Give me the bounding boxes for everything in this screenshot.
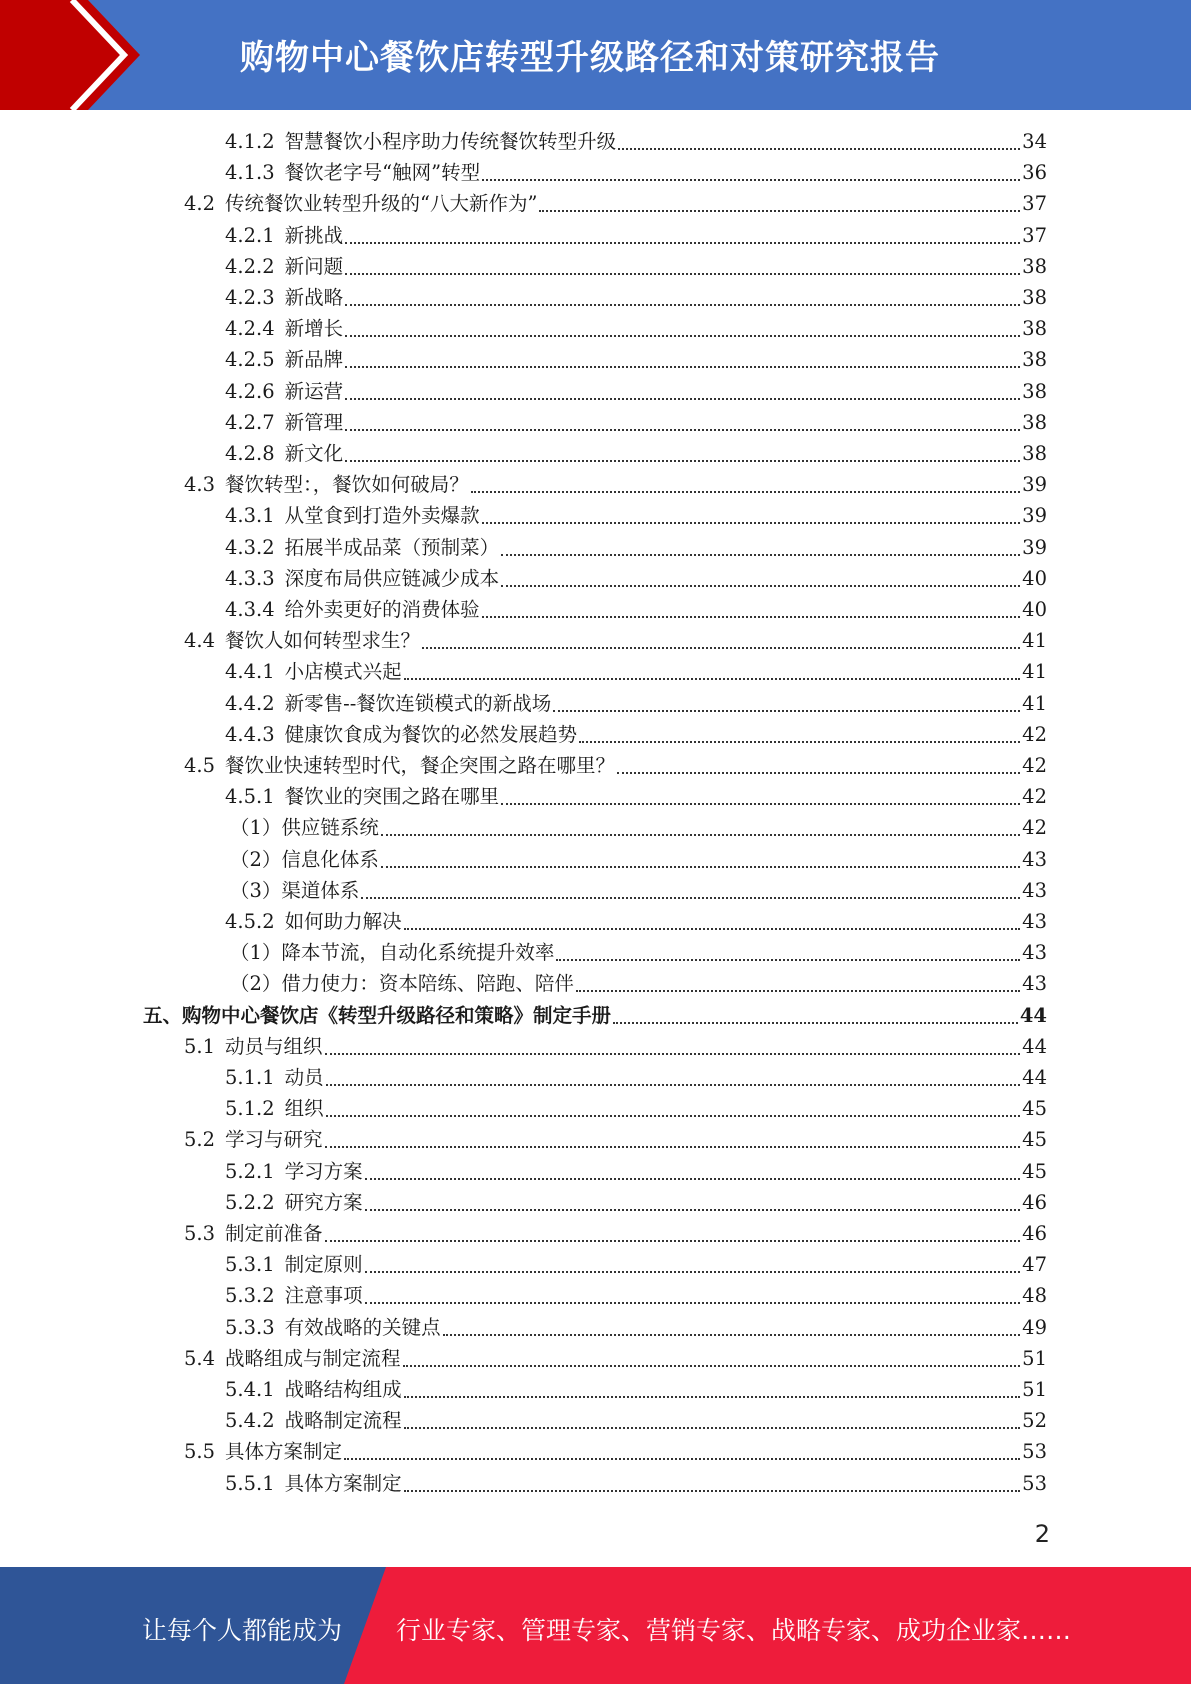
toc-row[interactable]	[225, 158, 1047, 188]
toc-entry-number: 5.3.1	[225, 1253, 275, 1276]
toc-entry-label	[225, 720, 579, 750]
toc-entry-text: 制定前准备	[225, 1222, 323, 1245]
toc-entry-page: 39	[1022, 504, 1047, 527]
toc-leader-dots	[613, 1021, 1018, 1024]
toc-row[interactable]	[225, 533, 1047, 563]
toc-row[interactable]	[225, 501, 1047, 531]
toc-entry-number: 4.2.1	[225, 224, 275, 247]
footer-slogan-right: 行业专家、管理专家、营销专家、战略专家、成功企业家……	[396, 1616, 1072, 1645]
toc-entry-page: 37	[1022, 224, 1047, 247]
toc-row[interactable]	[225, 439, 1047, 469]
toc-leader-dots	[403, 1364, 1021, 1367]
toc-row[interactable]	[225, 720, 1047, 750]
toc-entry-number: 4.3.2	[225, 536, 275, 559]
toc-row[interactable]	[225, 377, 1047, 407]
toc-entry-label	[184, 751, 617, 781]
toc-entry-number: 4.2.4	[225, 317, 275, 340]
toc-entry-text: （3）渠道体系	[230, 879, 360, 902]
toc-row[interactable]	[225, 314, 1047, 344]
toc-entry-label	[225, 595, 482, 625]
toc-entry-label	[225, 1157, 365, 1187]
toc-leader-dots	[365, 1208, 1021, 1211]
toc-entry-label	[225, 377, 345, 407]
toc-entry-number: 5.1	[184, 1035, 216, 1058]
toc-entry-number: 5.5.1	[225, 1472, 275, 1495]
toc-entry-page: 43	[1022, 879, 1047, 902]
toc-leader-dots	[471, 490, 1020, 493]
toc-entry-label	[225, 782, 501, 812]
toc-row[interactable]	[184, 1219, 1047, 1249]
toc-entry-label	[184, 470, 471, 500]
toc-entry-number: 4.3.3	[225, 567, 275, 590]
toc-entry-page: 46	[1022, 1191, 1047, 1214]
toc-entry-text: （2）信息化体系	[230, 848, 379, 871]
toc-entry-page: 44	[1022, 1035, 1047, 1058]
toc-row[interactable]	[225, 1313, 1047, 1343]
toc-entry-label	[143, 1001, 613, 1031]
toc-row[interactable]	[225, 1094, 1047, 1124]
toc-entry-label	[225, 657, 404, 687]
toc-entry-text: 战略组成与制定流程	[225, 1347, 401, 1370]
toc-leader-dots	[579, 740, 1020, 743]
toc-leader-dots	[422, 646, 1020, 649]
toc-row[interactable]	[230, 845, 1047, 875]
toc-entry-text: 动员与组织	[225, 1035, 323, 1058]
toc-entry-page: 43	[1022, 910, 1047, 933]
toc-entry-text: 新零售--餐饮连锁模式的新战场	[284, 692, 552, 715]
toc-row[interactable]	[225, 657, 1047, 687]
toc-entry-text: 注意事项	[284, 1284, 363, 1307]
toc-entry-label	[225, 907, 404, 937]
toc-entry-label	[230, 938, 556, 968]
toc-entry-text: 动员	[284, 1066, 324, 1089]
toc-entry-number: 4.4.3	[225, 723, 275, 746]
toc-row[interactable]	[230, 813, 1047, 843]
toc-entry-page: 44	[1022, 1066, 1047, 1089]
toc-entry-label	[225, 1094, 326, 1124]
toc-entry-text: 具体方案制定	[225, 1440, 343, 1463]
toc-entry-text: 餐饮业快速转型时代，餐企突围之路在哪里？	[225, 754, 616, 777]
toc-entry-number: 4.2.3	[225, 286, 275, 309]
page-footer	[0, 1567, 1191, 1684]
toc-entry-page: 45	[1022, 1097, 1047, 1120]
toc-leader-dots	[344, 1457, 1020, 1460]
toc-entry-number: 4.4	[184, 629, 216, 652]
toc-row[interactable]	[184, 1032, 1047, 1062]
toc-entry-text: （2）借力使力：资本陪练、陪跑、陪伴	[230, 972, 574, 995]
toc-entry-label	[184, 1125, 325, 1155]
toc-entry-number: 5.1.2	[225, 1097, 275, 1120]
toc-entry-page: 38	[1022, 442, 1047, 465]
toc-row[interactable]	[184, 751, 1047, 781]
toc-entry-page: 41	[1022, 660, 1047, 683]
toc-row[interactable]	[225, 345, 1047, 375]
toc-entry-page: 51	[1022, 1347, 1047, 1370]
toc-entry-label	[225, 1250, 365, 1280]
toc-entry-number: 5.2	[184, 1128, 216, 1151]
toc-entry-number: 5.5	[184, 1440, 216, 1463]
toc-entry-page: 40	[1022, 567, 1047, 590]
toc-row[interactable]	[184, 1125, 1047, 1155]
toc-entry-label	[225, 439, 345, 469]
toc-entry-page: 48	[1022, 1284, 1047, 1307]
header-chevron-icon	[0, 0, 160, 110]
toc-entry-label	[184, 1437, 344, 1467]
toc-entry-label	[230, 813, 381, 843]
toc-row[interactable]	[225, 1375, 1047, 1405]
toc-entry-text: 深度布局供应链减少成本	[284, 567, 500, 590]
toc-entry-text: 有效战略的关键点	[284, 1316, 441, 1339]
toc-leader-dots	[618, 147, 1020, 150]
toc-entry-page: 41	[1022, 692, 1047, 715]
toc-row[interactable]	[225, 252, 1047, 282]
toc-entry-number: 4.3	[184, 473, 216, 496]
toc-entry-text: 新问题	[284, 255, 344, 278]
toc-entry-text: 新运营	[284, 380, 344, 403]
toc-entry-text: 战略结构组成	[284, 1378, 402, 1401]
toc-entry-label	[184, 1344, 403, 1374]
toc-entry-text: 从堂食到打造外卖爆款	[284, 504, 480, 527]
toc-leader-dots	[553, 709, 1020, 712]
toc-entry-number: 5.1.1	[225, 1066, 275, 1089]
toc-entry-label	[225, 689, 553, 719]
toc-entry-label	[230, 845, 381, 875]
toc-leader-dots	[345, 459, 1020, 462]
toc-entry-label	[225, 1063, 326, 1093]
toc-entry-page: 38	[1022, 348, 1047, 371]
toc-entry-page: 46	[1022, 1222, 1047, 1245]
toc-leader-dots	[361, 896, 1020, 899]
toc-chapter-row[interactable]	[143, 1001, 1047, 1031]
toc-entry-page: 43	[1022, 941, 1047, 964]
toc-entry-text: 智慧餐饮小程序助力传统餐饮转型升级	[284, 130, 617, 153]
toc-entry-label	[225, 221, 345, 251]
toc-entry-number: 4.2.6	[225, 380, 275, 403]
toc-leader-dots	[404, 927, 1021, 930]
toc-entry-page: 36	[1022, 161, 1047, 184]
toc-entry-label	[225, 1313, 443, 1343]
toc-entry-number: 5.3	[184, 1222, 216, 1245]
toc-entry-label	[225, 408, 345, 438]
toc-entry-label	[184, 626, 422, 656]
toc-row[interactable]	[184, 1437, 1047, 1467]
toc-row[interactable]	[225, 1188, 1047, 1218]
toc-entry-number: 5.3.3	[225, 1316, 275, 1339]
toc-entry-text: 新战略	[284, 286, 344, 309]
toc-entry-number: 4.1.3	[225, 161, 275, 184]
toc-leader-dots	[325, 1145, 1021, 1148]
toc-entry-label	[225, 564, 501, 594]
toc-entry-page: 40	[1022, 598, 1047, 621]
toc-leader-dots	[326, 1083, 1021, 1086]
toc-entry-label	[225, 283, 345, 313]
toc-entry-text: 餐饮业的突围之路在哪里	[284, 785, 500, 808]
toc-entry-page: 53	[1022, 1440, 1047, 1463]
toc-entry-text: 学习方案	[284, 1160, 363, 1183]
toc-entry-page: 49	[1022, 1316, 1047, 1339]
toc-leader-dots	[404, 1395, 1021, 1398]
toc-leader-dots	[345, 365, 1020, 368]
toc-entry-text: 组织	[284, 1097, 324, 1120]
toc-leader-dots	[345, 241, 1020, 244]
toc-entry-page: 38	[1022, 317, 1047, 340]
toc-row[interactable]	[225, 1063, 1047, 1093]
toc-entry-page: 38	[1022, 255, 1047, 278]
toc-entry-text: 学习与研究	[225, 1128, 323, 1151]
toc-row[interactable]	[230, 876, 1047, 906]
toc-leader-dots	[345, 397, 1020, 400]
toc-leader-dots	[482, 178, 1020, 181]
toc-entry-text: 研究方案	[284, 1191, 363, 1214]
toc-entry-page: 39	[1022, 536, 1047, 559]
toc-leader-dots	[404, 1489, 1021, 1492]
toc-leader-dots	[501, 553, 1020, 556]
toc-entry-number: 5.3.2	[225, 1284, 275, 1307]
toc-entry-text: 新管理	[284, 411, 344, 434]
toc-entry-page: 38	[1022, 380, 1047, 403]
toc-entry-text: 新品牌	[284, 348, 344, 371]
toc-leader-dots	[365, 1301, 1021, 1304]
toc-entry-text: 如何助力解决	[284, 910, 402, 933]
toc-entry-page: 44	[1019, 1004, 1047, 1027]
toc-entry-number: 4.5.2	[225, 910, 275, 933]
toc-entry-page: 45	[1022, 1160, 1047, 1183]
toc-row[interactable]	[225, 907, 1047, 937]
toc-row[interactable]	[225, 408, 1047, 438]
toc-entry-page: 43	[1022, 848, 1047, 871]
toc-entry-text: 传统餐饮业转型升级的“八大新作为”	[225, 192, 538, 215]
toc-entry-page: 38	[1022, 286, 1047, 309]
toc-entry-page: 47	[1022, 1253, 1047, 1276]
toc-row[interactable]	[230, 938, 1047, 968]
toc-leader-dots	[326, 1114, 1021, 1117]
toc-entry-page: 34	[1022, 130, 1047, 153]
toc-leader-dots	[345, 428, 1020, 431]
toc-entry-text: 具体方案制定	[284, 1472, 402, 1495]
toc-entry-number: 5.2.2	[225, 1191, 275, 1214]
toc-entry-page: 42	[1022, 816, 1047, 839]
toc-leader-dots	[501, 802, 1020, 805]
toc-entry-number: 5.4	[184, 1347, 216, 1370]
toc-leader-dots	[539, 209, 1020, 212]
toc-entry-page: 53	[1022, 1472, 1047, 1495]
toc-entry-page: 41	[1022, 629, 1047, 652]
toc-row[interactable]	[225, 1250, 1047, 1280]
toc-row[interactable]	[230, 969, 1047, 999]
toc-entry-text: 战略制定流程	[284, 1409, 402, 1432]
toc-entry-label	[225, 1469, 404, 1499]
toc-leader-dots	[325, 1239, 1021, 1242]
toc-entry-page: 43	[1022, 972, 1047, 995]
toc-row[interactable]	[225, 1406, 1047, 1436]
toc-leader-dots	[482, 521, 1021, 524]
toc-row[interactable]	[225, 595, 1047, 625]
toc-entry-label	[225, 1188, 365, 1218]
toc-entry-number: 5.4.1	[225, 1378, 275, 1401]
toc-row[interactable]	[225, 1281, 1047, 1311]
toc-leader-dots	[556, 958, 1020, 961]
toc-entry-page: 45	[1022, 1128, 1047, 1151]
toc-leader-dots	[617, 771, 1020, 774]
toc-entry-label	[225, 533, 501, 563]
toc-leader-dots	[345, 272, 1020, 275]
toc-entry-number: 4.1.2	[225, 130, 275, 153]
toc-entry-number: 5.4.2	[225, 1409, 275, 1432]
page-number: 2	[1034, 1520, 1050, 1548]
toc-row[interactable]	[225, 221, 1047, 251]
toc-entry-number: 4.2	[184, 192, 216, 215]
toc-entry-text: 健康饮食成为餐饮的必然发展趋势	[284, 723, 578, 746]
toc-entry-label	[225, 158, 482, 188]
toc-row[interactable]	[225, 689, 1047, 719]
toc-entry-number: 4.5.1	[225, 785, 275, 808]
footer-slogan-left: 让每个人都能成为	[142, 1616, 343, 1645]
toc-entry-text: 制定原则	[284, 1253, 363, 1276]
toc-leader-dots	[365, 1177, 1021, 1180]
toc-leader-dots	[345, 334, 1020, 337]
page-header	[0, 0, 1191, 110]
toc-entry-text: （1）降本节流，自动化系统提升效率	[230, 941, 555, 964]
toc-entry-label	[225, 1281, 365, 1311]
toc-row[interactable]	[225, 1157, 1047, 1187]
toc-row[interactable]	[184, 189, 1047, 219]
toc-entry-number: 4.2.8	[225, 442, 275, 465]
toc-entry-text: （1）供应链系统	[230, 816, 379, 839]
toc-entry-label	[225, 252, 345, 282]
toc-entry-label	[184, 1219, 325, 1249]
toc-entry-text: 新增长	[284, 317, 344, 340]
toc-leader-dots	[381, 833, 1020, 836]
toc-leader-dots	[325, 1052, 1021, 1055]
toc-entry-text: 五、购物中心餐饮店《转型升级路径和策略》制定手册	[143, 1004, 612, 1027]
toc-row[interactable]	[225, 782, 1047, 812]
toc-row[interactable]	[184, 1344, 1047, 1374]
toc-leader-dots	[443, 1333, 1021, 1336]
toc-entry-number: 4.4.1	[225, 660, 275, 683]
toc-row[interactable]	[184, 626, 1047, 656]
toc-entry-label	[225, 314, 345, 344]
toc-leader-dots	[345, 303, 1020, 306]
toc-entry-page: 42	[1022, 723, 1047, 746]
toc-entry-label	[184, 1032, 325, 1062]
toc-entry-number: 4.2.7	[225, 411, 275, 434]
toc-entry-number: 4.3.1	[225, 504, 275, 527]
toc-leader-dots	[365, 1270, 1021, 1273]
toc-entry-text: 餐饮老字号“触网”转型	[284, 161, 481, 184]
toc-entry-number: 4.4.2	[225, 692, 275, 715]
toc-entry-number: 4.2.5	[225, 348, 275, 371]
toc-row[interactable]	[184, 470, 1047, 500]
toc-entry-text: 小店模式兴起	[284, 660, 402, 683]
toc-entry-page: 51	[1022, 1378, 1047, 1401]
toc-entry-number: 4.3.4	[225, 598, 275, 621]
toc-leader-dots	[381, 865, 1020, 868]
toc-leader-dots	[404, 677, 1021, 680]
toc-leader-dots	[576, 989, 1020, 992]
toc-leader-dots	[482, 615, 1021, 618]
toc-row[interactable]	[225, 564, 1047, 594]
toc-entry-text: 拓展半成品菜（预制菜）	[284, 536, 500, 559]
toc-row[interactable]	[225, 127, 1047, 157]
toc-entry-page: 37	[1022, 192, 1047, 215]
toc-entry-number: 4.2.2	[225, 255, 275, 278]
toc-entry-text: 餐饮人如何转型求生？	[225, 629, 421, 652]
toc-entry-label	[184, 189, 539, 219]
toc-row[interactable]	[225, 283, 1047, 313]
toc-entry-label	[225, 345, 345, 375]
toc-entry-page: 38	[1022, 411, 1047, 434]
toc-entry-label	[225, 1375, 404, 1405]
toc-entry-page: 52	[1022, 1409, 1047, 1432]
toc-entry-page: 42	[1022, 785, 1047, 808]
toc-entry-label	[230, 969, 576, 999]
toc-leader-dots	[501, 584, 1020, 587]
toc-entry-page: 42	[1022, 754, 1047, 777]
toc-row[interactable]	[225, 1469, 1047, 1499]
toc-entry-label	[225, 127, 618, 157]
toc-entry-page: 39	[1022, 473, 1047, 496]
toc-entry-label	[225, 501, 482, 531]
toc-entry-number: 5.2.1	[225, 1160, 275, 1183]
toc-entry-text: 新挑战	[284, 224, 344, 247]
toc-entry-label	[225, 1406, 404, 1436]
toc-entry-text: 餐饮转型：，餐饮如何破局？	[225, 473, 469, 496]
toc-leader-dots	[404, 1426, 1021, 1429]
toc-entry-label	[230, 876, 361, 906]
report-title: 购物中心餐饮店转型升级路径和对策研究报告	[240, 38, 940, 78]
toc-entry-text: 新文化	[284, 442, 344, 465]
toc-entry-number: 4.5	[184, 754, 216, 777]
toc-entry-text: 给外卖更好的消费体验	[284, 598, 480, 621]
